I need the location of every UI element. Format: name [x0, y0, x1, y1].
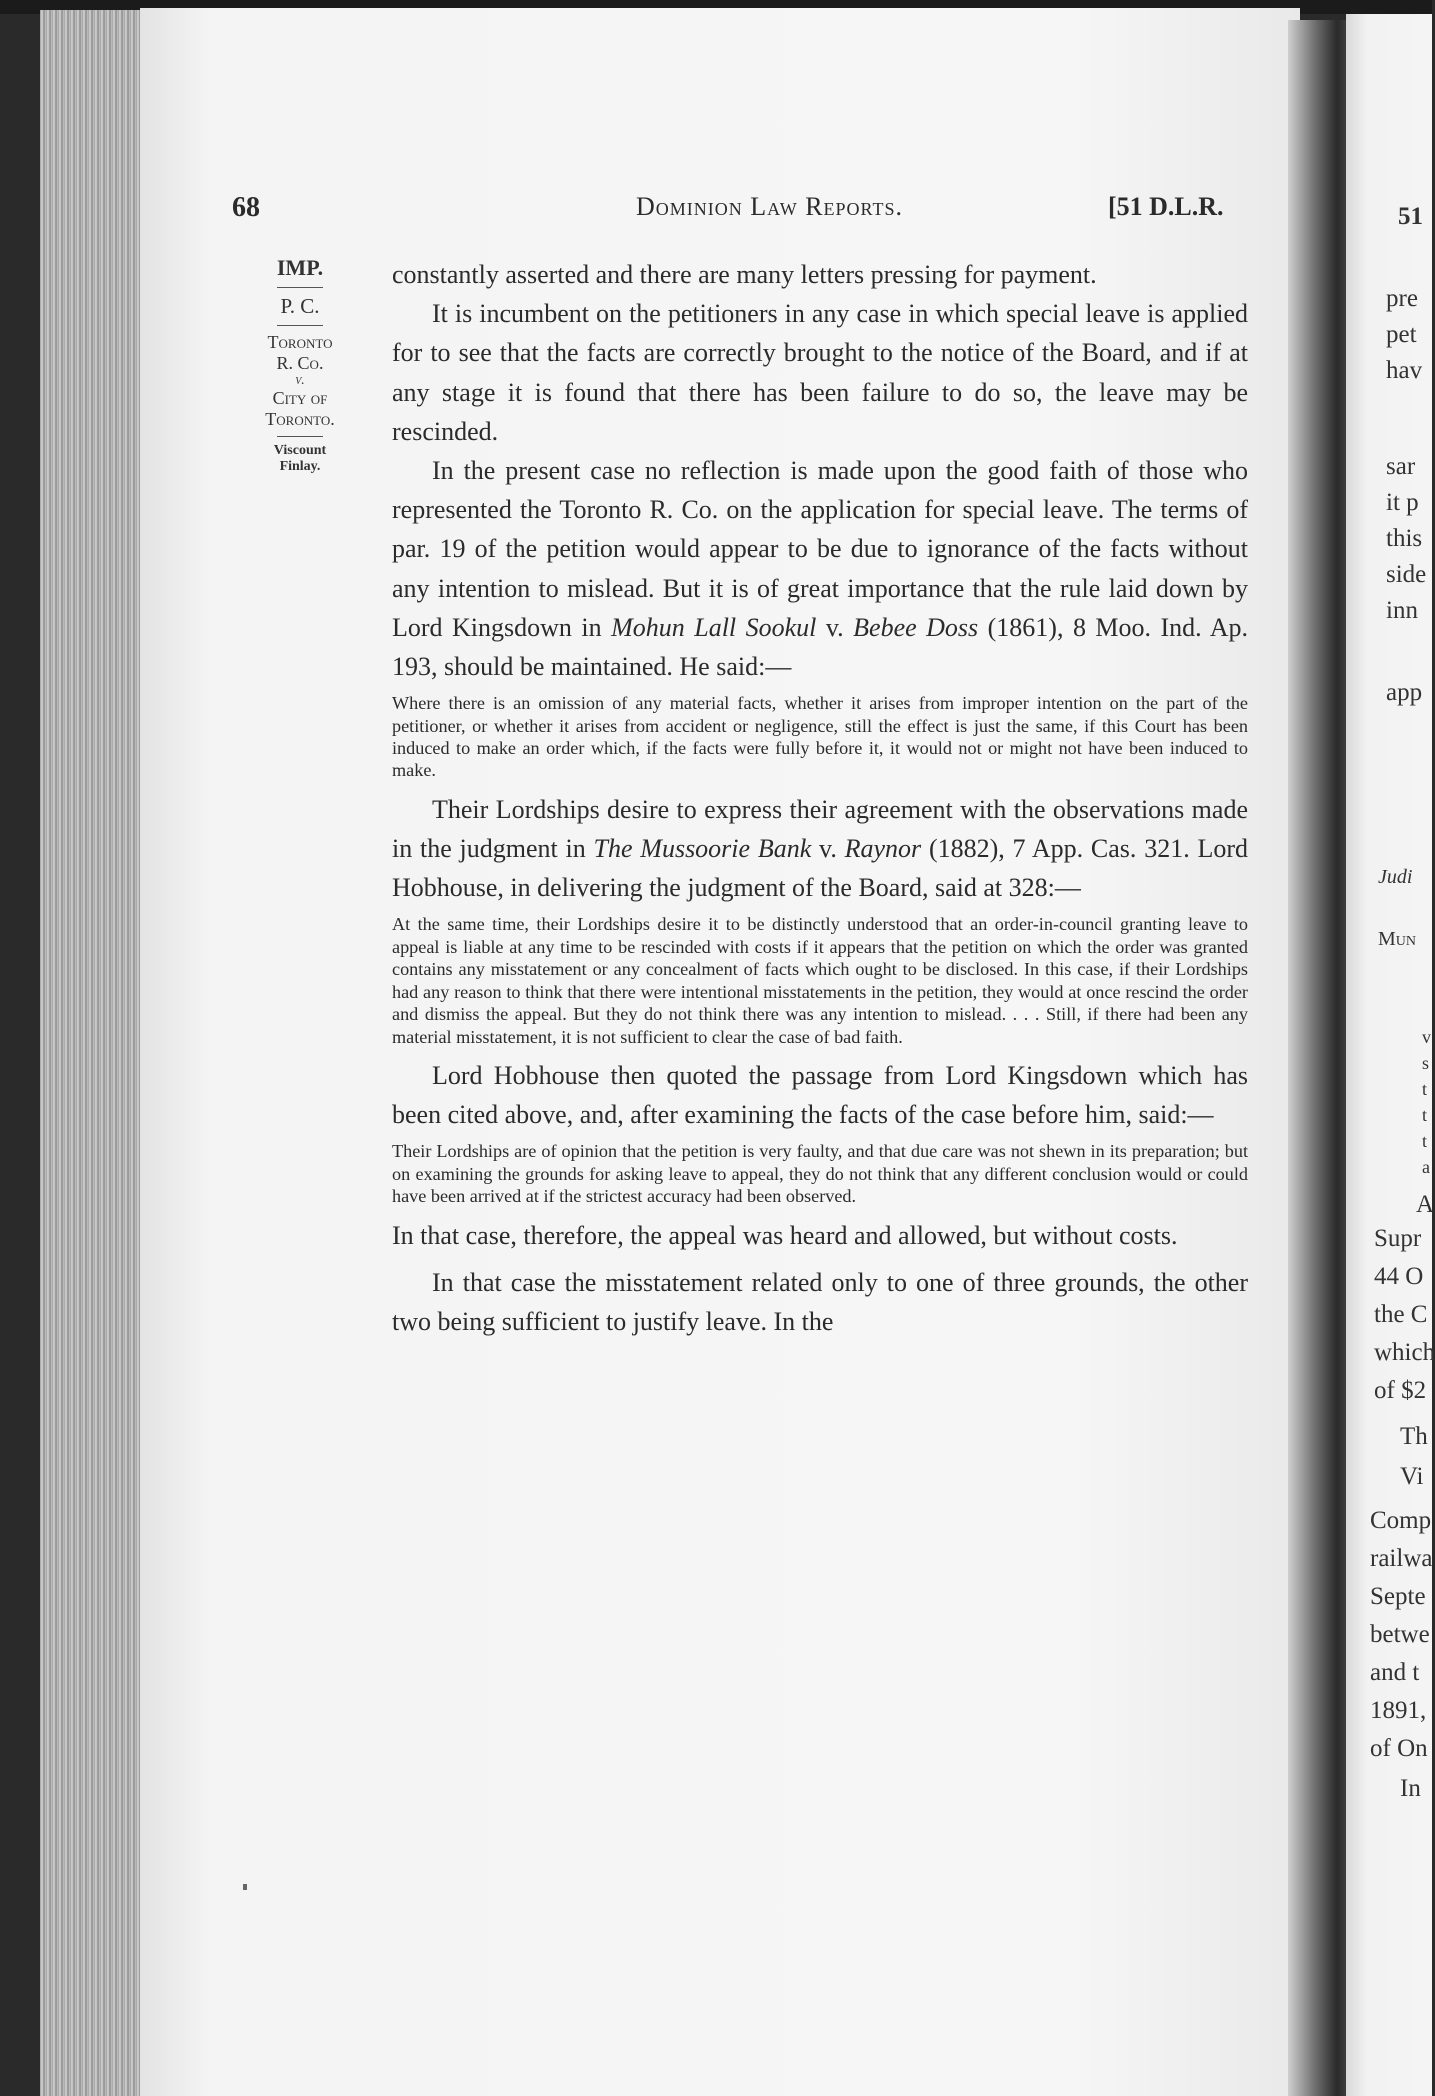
block-quote: Where there is an omission of any material facts, whether it arises from improper intention on the part of the petitioner, or whether it arises from accident or negligence, still the effect is just the same, if this Court has been induced to make an order which, if the facts were fully before it, it would not or might not have been induced to make. — [392, 693, 1248, 781]
text-run: v. — [816, 612, 854, 642]
right-page-line: s — [1422, 1053, 1430, 1073]
right-page-line: In — [1400, 1775, 1421, 1802]
right-page-line: the C — [1374, 1301, 1428, 1328]
page-number: 68 — [232, 192, 260, 223]
right-page-line: pet — [1386, 321, 1417, 348]
case-versus: v. — [295, 373, 305, 388]
right-page-line: this — [1386, 525, 1423, 552]
right-page-line: railwa — [1370, 1545, 1433, 1572]
right-page-line: app — [1386, 679, 1423, 706]
paragraph — [392, 790, 1248, 908]
paragraph: Lord Hobhouse then quoted the passage from Lord Kingsdown which has been cited above, and, after examining the facts of the case before him, said:— — [392, 1060, 1248, 1130]
right-page-number: 51 — [1398, 203, 1423, 230]
right-page-fragment — [1346, 14, 1435, 2096]
judge-line: Finlay. — [279, 459, 321, 474]
right-page-line: t — [1422, 1105, 1428, 1125]
text-run: In the present case no reflection is made upon the good faith of those who represented the Toronto R. Co. on the application for special leave. The terms of par. 19 of the petition would appear to be due to ignorance of the facts without any intention to mislead. But it is of great importance that the rule laid down by Lord Kingsdown in — [392, 456, 1248, 642]
right-page-line: Septe — [1370, 1583, 1426, 1610]
right-page-line: v — [1422, 1027, 1431, 1047]
case-line: Toronto. — [265, 409, 335, 429]
right-page-line: and t — [1370, 1659, 1420, 1686]
right-page-line: of On — [1370, 1735, 1428, 1762]
right-page-line: sar — [1386, 453, 1416, 480]
judge-line: Viscount — [273, 443, 327, 458]
right-page-line: Mun — [1378, 928, 1417, 950]
case-line: Toronto — [267, 332, 333, 352]
right-page-line: 44 O — [1374, 1263, 1424, 1290]
right-page-line: of $2 — [1374, 1377, 1427, 1404]
text-run: v. — [811, 834, 845, 864]
right-page-line: Vi — [1400, 1463, 1424, 1490]
volume-label: [51 D.L.R. — [1108, 192, 1224, 221]
right-page-line: A — [1416, 1191, 1435, 1218]
text-run: (1882), 7 App. Cas. 321. Lord Hobhouse, in delivering the judgment of the Board, said at 328:— — [392, 834, 1249, 903]
right-page-line: side — [1386, 561, 1427, 588]
right-page-line: pre — [1386, 285, 1418, 312]
case-citation: The Mussoorie Bank — [593, 834, 812, 864]
text-run: (1861), 8 Moo. Ind. Ap. 193, should be maintained. He said:— — [392, 612, 1248, 682]
text-run: Their Lordships desire to express their agreement with the observations made in the judgment in — [392, 794, 1248, 864]
court-code: IMP. — [276, 255, 324, 280]
scan-speck — [243, 1884, 247, 1890]
right-page-line: a — [1422, 1157, 1430, 1177]
running-header — [0, 192, 1432, 228]
case-citation: Mohun Lall Sookul — [611, 612, 817, 642]
judge-name — [238, 443, 362, 475]
case-citation: Bebee Doss — [853, 612, 979, 642]
body-text — [392, 255, 1248, 1341]
case-citation: Raynor — [844, 834, 922, 864]
right-page-line: t — [1422, 1079, 1428, 1099]
right-page-line: 1891, — [1370, 1697, 1427, 1724]
block-quote: At the same time, their Lordships desire it to be distinctly understood that an order-in-council granting leave to appeal is liable at any time to be rescinded with costs if it appears that the petition on which the order was granted contains any misstatement or any concealment of facts which ought to be disclosed. In this case, if their Lordships had any reason to think that there were intentional misstatements in the petition, they would at once rescind the order and dismiss the appeal. But they do not think there was any intention to mislead. . . . Still, if there had been any material misstatement, it is not sufficient to clear the case of bad faith. — [392, 914, 1248, 1047]
marginal-case-note — [238, 255, 362, 475]
right-page-line: Judi — [1378, 866, 1413, 888]
court-name: P. C. — [280, 294, 320, 318]
paragraph: constantly asserted and there are many letters pressing for payment. — [392, 260, 1097, 289]
paragraph: In that case, therefore, the appeal was heard and allowed, but without costs. — [392, 1220, 1178, 1250]
paragraph — [392, 451, 1248, 686]
case-name — [238, 332, 362, 430]
right-page-line: Comp — [1370, 1507, 1432, 1534]
right-page-line: hav — [1386, 357, 1423, 384]
right-page-line: Th — [1400, 1423, 1428, 1450]
case-line: R. Co. — [276, 353, 324, 373]
right-page-line: Supr — [1374, 1225, 1422, 1252]
right-page-line: it p — [1386, 489, 1419, 516]
divider — [277, 325, 323, 326]
right-page-line: t — [1422, 1131, 1428, 1151]
paragraph: It is incumbent on the petitioners in any case in which special leave is applied for to see that the facts are correctly brought to the notice of the Board, and if at any stage it is found that there has been failure to do so, the leave may be rescinded. — [392, 299, 1248, 446]
right-page-line: betwe — [1370, 1621, 1430, 1648]
block-quote: Their Lordships are of opinion that the petition is very faulty, and that due care was not shewn in its preparation; but on examining the grounds for asking leave to appeal, they do not think that any different conclusion would or could have been arrived at if the strictest accuracy had been observed. — [392, 1141, 1248, 1207]
divider — [277, 436, 323, 437]
paragraph: In that case the misstatement related only to one of three grounds, the other two being sufficient to justify leave. In the — [392, 1267, 1248, 1336]
case-line: City of — [272, 388, 328, 408]
right-page-line: which — [1374, 1339, 1435, 1366]
running-title: Dominion Law Reports. — [636, 192, 903, 221]
right-page-line: inn — [1386, 597, 1418, 624]
divider — [277, 287, 323, 288]
